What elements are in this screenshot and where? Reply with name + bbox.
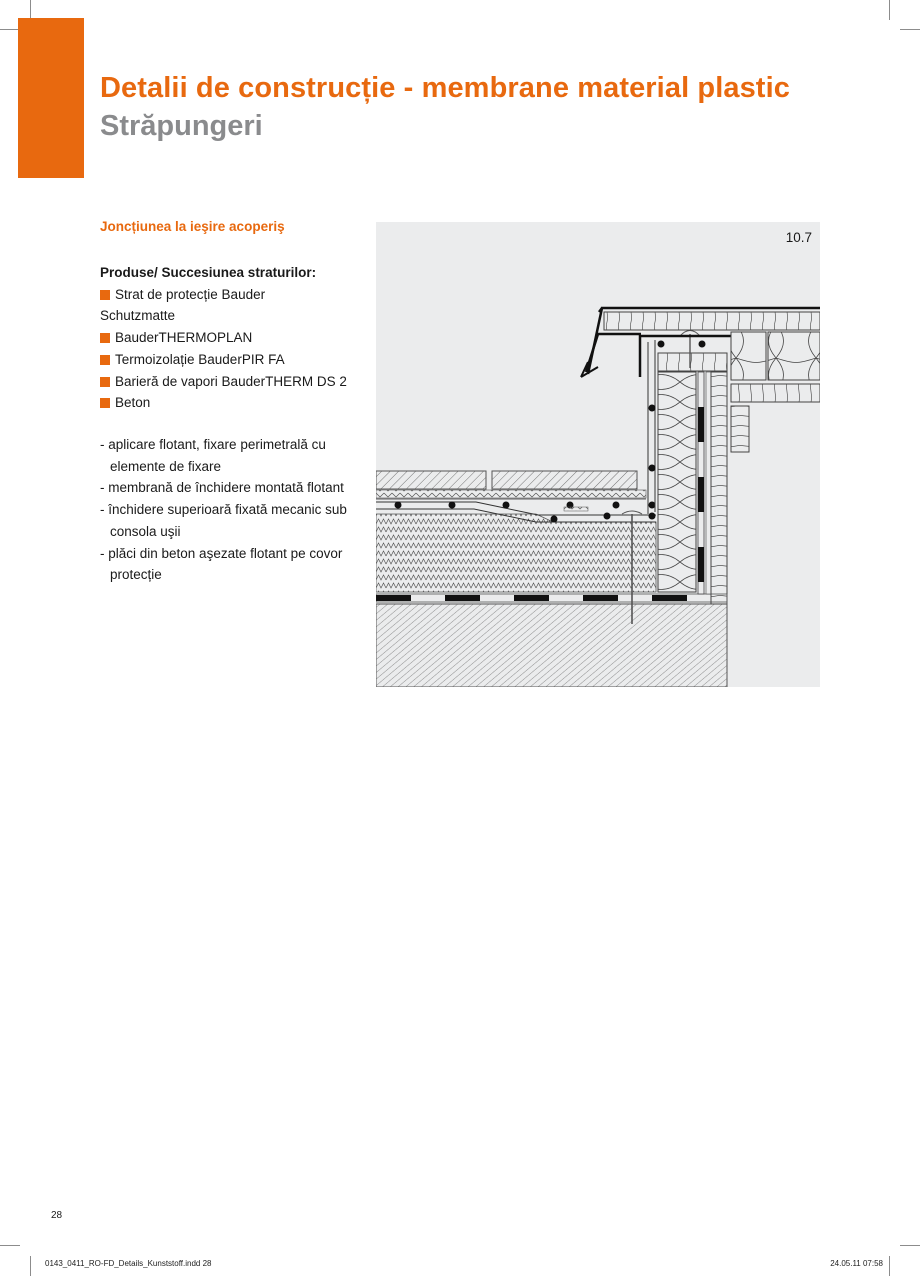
bullet-square-icon xyxy=(100,290,110,300)
date-slug: 24.05.11 07:58 xyxy=(830,1259,883,1268)
bullet-square-icon xyxy=(100,355,110,365)
note-item: - închidere superioară fixată mecanic sub consola uşii xyxy=(100,502,347,539)
section-title: Joncțiunea la ieşire acoperiş xyxy=(100,219,285,234)
crop-mark xyxy=(889,1256,890,1276)
orange-accent-block xyxy=(18,18,84,178)
note-item: - aplicare flotant, fixare perimetrală cu elemente de fixare xyxy=(100,437,326,474)
product-item: Barieră de vapori BauderTHERM DS 2 xyxy=(100,371,370,393)
bullet-square-icon xyxy=(100,333,110,343)
construction-detail-drawing xyxy=(376,222,820,687)
page-title: Detalii de construcție - membrane material plastic xyxy=(100,72,790,104)
crop-mark xyxy=(30,0,31,20)
file-slug: 0143_0411_RO-FD_Details_Kunststoff.indd 28 xyxy=(45,1259,212,1268)
construction-detail-figure xyxy=(376,222,820,687)
products-heading: Produse/ Succesiunea straturilor: xyxy=(100,265,317,280)
product-item: BauderTHERMOPLAN xyxy=(100,327,370,349)
product-item: Beton xyxy=(100,392,370,414)
figure-number: 10.7 xyxy=(785,230,812,245)
crop-mark xyxy=(889,0,890,20)
note-item: - membrană de închidere montată flotant xyxy=(100,480,344,496)
note-item: - plăci din beton aşezate flotant pe covor protecție xyxy=(100,545,343,583)
page-subtitle: Străpungeri xyxy=(100,110,263,142)
crop-mark xyxy=(0,1245,20,1246)
product-item: Strat de protecție Bauder xyxy=(100,284,370,306)
crop-mark xyxy=(30,1256,31,1276)
page-number: 28 xyxy=(51,1210,63,1221)
product-item-continuation: Schutzmatte xyxy=(100,308,176,324)
product-item: Termoizolație BauderPIR FA xyxy=(100,349,370,371)
notes-list xyxy=(100,434,370,586)
crop-mark xyxy=(0,29,20,30)
crop-mark xyxy=(900,1245,920,1246)
bullet-square-icon xyxy=(100,398,110,408)
crop-mark xyxy=(900,29,920,30)
bullet-square-icon xyxy=(100,377,110,387)
products-list xyxy=(100,262,370,414)
